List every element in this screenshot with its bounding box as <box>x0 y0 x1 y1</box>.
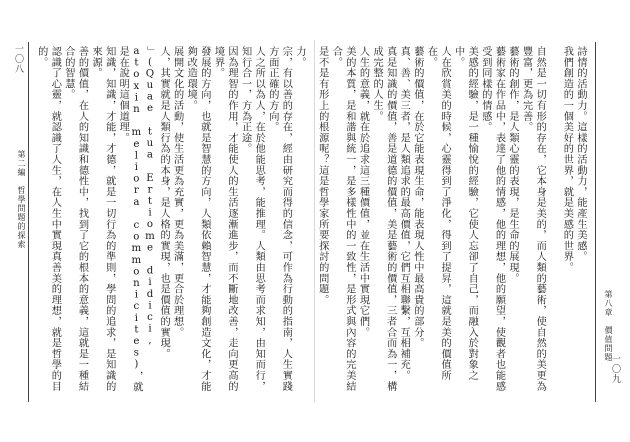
right-page <box>315 0 630 442</box>
right-page-number: 一〇九 <box>610 354 620 384</box>
left-page-body-text: 力。 宗，有以善的存在，經由研究而得的信念，可作為行動的指南，人生實踐方面正確的方向。 人之所以為人，在於他能思考，能推理。人類由思考而求知，由知而行，知行合一，方為正途。 因為理智的作用，才能使人的生活逐漸進步，而不斷地改善，走向更高的境界。 發展的方向，也就是智慧的方向，人類依賴智慧，才能夠創造文化，才能夠改造環境。 展開文化的活動，使生活更為充實，更為美滿，更合於理想。 人，其實就是人類行為的本身，是人格的實現，也是價值的實現。 」(Quae tua Ertiome didici, atoxin meliora commonicites)，就是在說明這個道理。 知識，知識，才能，才德，就是一切行為的準則，學問的追求，是知識的來源。 善的價值，在人的知識和德性中，找到了它的根本的意義，這就是一種結合的智慧。 認識了心靈，就認識了人生，在人生中實現真善美的理想，就是哲學的目的。 <box>35 46 305 393</box>
left-running-head: 第二編 哲學問題的探索 <box>17 150 26 249</box>
right-running-head: 第八章 價值問題 <box>604 290 613 362</box>
right-margin-rule <box>595 42 596 402</box>
left-page-number: 一〇八 <box>13 44 23 74</box>
left-margin-rule <box>28 42 29 402</box>
right-page-body-text: 詩情的活動力。這樣的活動力，能產生美感。 我們創造的一個美好的世界，就是美感的世界。 自然是一切有形的存在，它本身是美的，而人類的藝術，使自然的美更為豐富，更為完善。 藝術的創作，是人類心靈的表現，是生命的展現。 藝術家在作品中，表達了他的情感，他的理想，他的願望，使觀者也能感受到同樣的情感。 美感的經驗，是一種愉悅的經驗，它使人忘卻了自己，而融入於對象之中。 人在欣賞美的時候，心靈得到了淨化，得到了提昇，這就是美的價值所在。 藝術的價值，在於它能表現生命，能表現人性中最高貴的部分。 真、善、美三者，是人類追求的最高價值，它們互相聯繫，互相補充。 真是知識的價值，善是道德的價值，美是藝術的價值，三者合而為一，構成完整的人生。 人生的意義，就在於追求這三種價值，並在生活中實現它們。 美的本質，是和諧與統一，是多樣性中的一致性，是形式與內容的完美結合。 是不是有形上的根源呢？這是哲學家所要探討的問題。 <box>316 46 586 392</box>
